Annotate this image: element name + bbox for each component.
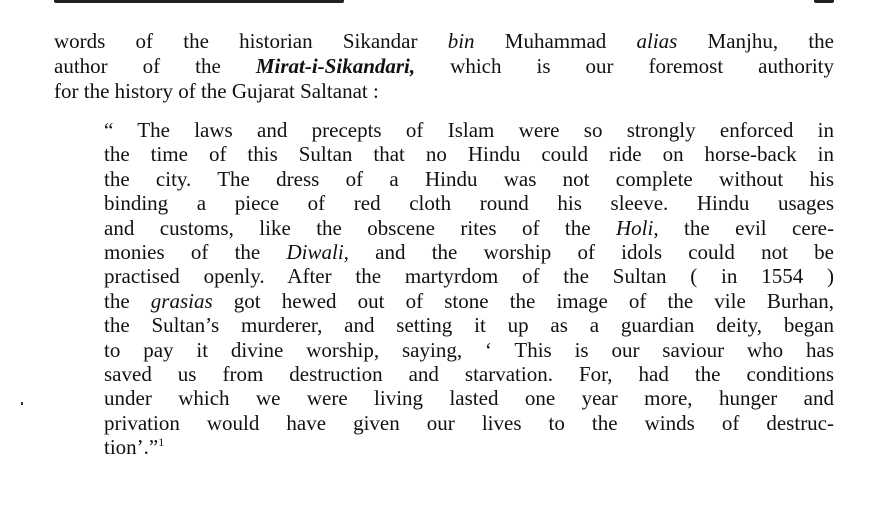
cropped-header-text-fragment <box>54 0 344 3</box>
quote-line: and customs, like the obscene rites of the Holi, the evil cere- <box>104 215 834 240</box>
quote-line: the grasias got hewed out of stone the image of the vile Burhan, <box>104 288 834 313</box>
cropped-header-line <box>54 0 834 3</box>
quote-line: monies of the Diwali, and the worship of idols could not be <box>104 240 834 265</box>
block-quote <box>104 118 834 460</box>
quote-line: the city. The dress of a Hindu was not complete without his <box>104 166 834 191</box>
quote-line: to pay it divine worship, saying, ‘ This is our saviour who has <box>104 337 834 362</box>
quote-line: privation would have given our lives to the winds of destruc- <box>104 410 834 435</box>
intro-line: words of the historian Sikandar bin Muhammad alias Manjhu, the <box>54 29 834 53</box>
quote-line: the Sultan’s murderer, and setting it up as a guardian deity, began <box>104 313 834 338</box>
quote-line: “ The laws and precepts of Islam were so strongly enforced in <box>104 118 834 142</box>
quote-line: practised openly. After the martyrdom of the Sultan ( in 1554 ) <box>104 264 834 289</box>
intro-line: author of the Mirat-i-Sikandari, which is our foremost authority <box>54 54 834 78</box>
quote-line: under which we were living lasted one year more, hunger and <box>104 386 834 411</box>
quote-line: saved us from destruction and starvation. For, had the conditions <box>104 362 834 387</box>
intro-line: for the history of the Gujarat Saltanat : <box>54 79 379 103</box>
quote-line: binding a piece of red cloth round his sleeve. Hindu usages <box>104 191 834 216</box>
scan-speck <box>21 402 23 405</box>
cropped-page-number-fragment <box>814 0 834 3</box>
quote-line: tion’.”$^1$ <box>104 435 165 460</box>
intro-paragraph <box>54 29 834 104</box>
quote-line: the time of this Sultan that no Hindu could ride on horse-back in <box>104 142 834 167</box>
footnote-marker: 1 <box>158 435 165 450</box>
